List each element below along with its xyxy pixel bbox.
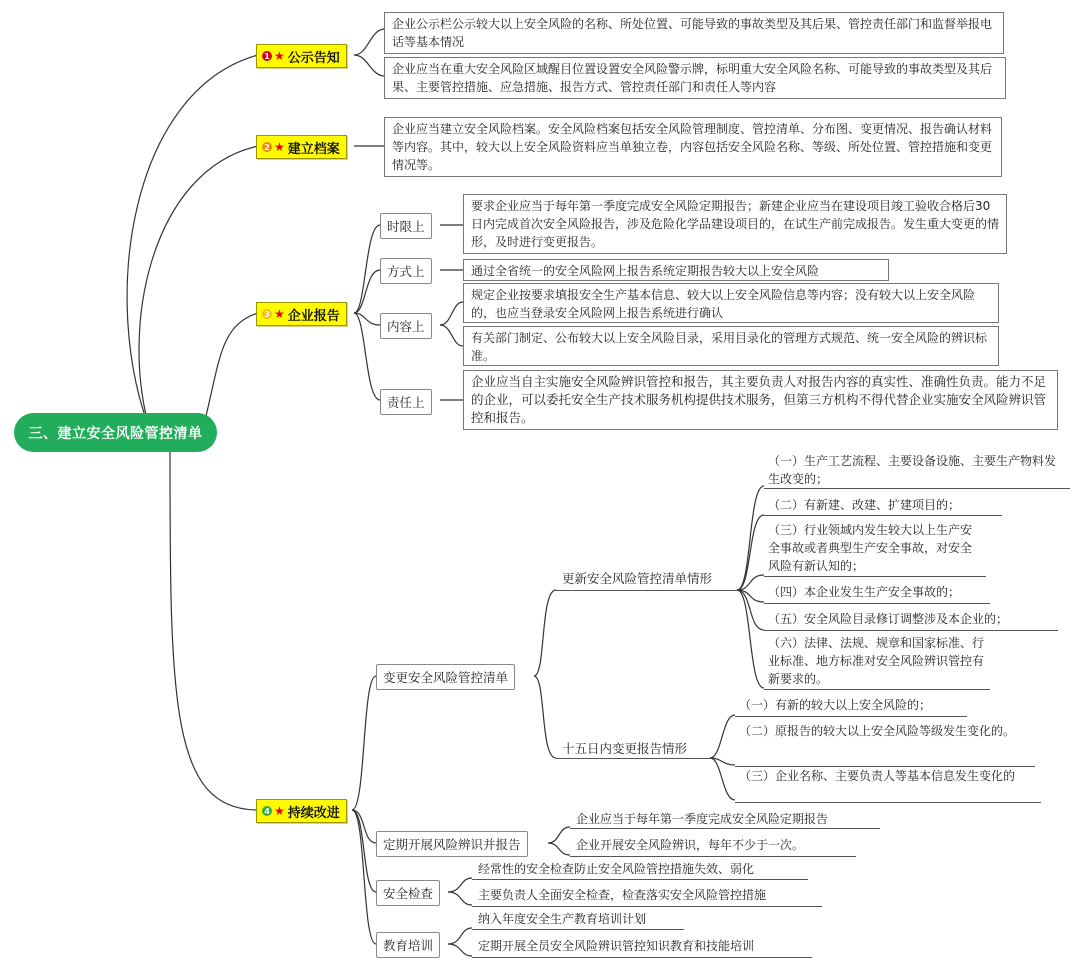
item-underline: [735, 716, 967, 717]
item-underline: [764, 488, 1070, 489]
star-icon: ★: [274, 804, 285, 818]
sub-label: 定期开展风险辨识并报告: [383, 837, 521, 852]
number-1-icon: 1: [262, 51, 272, 61]
shiwu-item-2: （二）原报告的较大以上安全风险等级发生变化的。: [739, 724, 1016, 738]
item-underline: [570, 856, 856, 857]
item-underline: [764, 515, 1002, 516]
gengxin-label[interactable]: 更新安全风险管控清单情形: [562, 571, 713, 586]
topic-gongshi[interactable]: [256, 44, 347, 68]
star-icon: ★: [274, 307, 285, 321]
star-icon: ★: [274, 49, 285, 63]
gengxin-item-2: （二）有新建、改建、扩建项目的；: [768, 498, 961, 512]
item-underline: [764, 576, 986, 577]
sub-label: 方式上: [387, 264, 425, 279]
number-3-icon: 3: [262, 309, 272, 319]
gengxin-item-6: （六）法律、法规、规章和国家标准、行业标准、地方标准对安全风险辨识管控有新要求的。: [768, 636, 985, 686]
topic-chixu[interactable]: [256, 799, 347, 823]
jiaoyu-item-1: 纳入年度安全生产教育培训计划: [478, 912, 647, 926]
topic-label: 建立档案: [287, 141, 340, 157]
gongshi-item-2: 企业应当在重大安全风险区域醒目位置设置安全风险警示牌，标明重大安全风险名称、可能导致的事故类型及其后果、主要管控措施、应急措施、报告方式、管控责任部门和责任人等内容: [384, 57, 1006, 99]
dingqi-item-2: 企业开展安全风险辨识，每年不少于一次。: [576, 838, 805, 852]
sub-biangeng[interactable]: [376, 664, 515, 690]
sub-jiancha[interactable]: [376, 880, 440, 906]
gengxin-item-3: （三）行业领域内发生较大以上生产安全事故或者典型生产安全事故，对安全风险有新认知的；: [768, 523, 973, 573]
dingqi-item-1: 企业应当于每年第一季度完成安全风险定期报告: [576, 812, 829, 826]
sub-label: 时限上: [387, 219, 425, 234]
dangan-item-1: 企业应当建立安全风险档案。安全风险档案包括安全风险管理制度、管控清单、分布图、变更情况、报告确认材料等内容。其中，较大以上安全风险资料应当单独立卷，内容包括安全风险名称、等级、所处位置、管控措施和变更情况等。: [384, 117, 1002, 177]
sub-label: 教育培训: [383, 938, 434, 953]
star-icon: ★: [274, 140, 285, 154]
topic-label: 公示告知: [287, 50, 340, 66]
topic-label: 企业报告: [287, 308, 340, 324]
sub-neirong[interactable]: [380, 313, 432, 339]
item-underline: [472, 879, 808, 880]
item-underline: [472, 906, 822, 907]
sub-fangshi[interactable]: [380, 258, 432, 284]
jiaoyu-item-2: 定期开展全员安全风险辨识管控知识教育和技能培训: [478, 939, 755, 953]
fangshi-item-1: 通过全省统一的安全风险网上报告系统定期报告较大以上安全风险: [463, 259, 889, 281]
sub-label: 安全检查: [383, 886, 434, 901]
item-underline: [472, 929, 684, 930]
item-underline: [764, 630, 1058, 631]
topic-baogao[interactable]: [256, 302, 347, 326]
shiwu-underline: [556, 758, 710, 759]
shiwu-item-1: （一）有新的较大以上安全风险的；: [739, 698, 932, 712]
topic-label: 持续改进: [287, 805, 340, 821]
item-underline: [472, 957, 812, 958]
sub-zeren[interactable]: [380, 389, 432, 415]
zeren-item-1: 企业应当自主实施安全风险辨识管控和报告，其主要负责人对报告内容的真实性、准确性负责。能力不足的企业，可以委托安全生产技术服务机构提供技术服务，但第三方机构不得代替企业实施安全风险辨识管控和报告。: [463, 370, 1058, 430]
sub-label: 变更安全风险管控清单: [383, 670, 509, 685]
topic-dangan[interactable]: [256, 135, 347, 159]
item-underline: [735, 802, 1041, 803]
sub-shixian[interactable]: [380, 213, 432, 239]
item-underline: [764, 603, 990, 604]
gengxin-underline: [556, 590, 737, 591]
sub-dingqi[interactable]: [376, 831, 528, 857]
root-topic[interactable]: [14, 413, 217, 452]
gongshi-item-1: 企业公示栏公示较大以上安全风险的名称、所处位置、可能导致的事故类型及其后果、管控责任部门和监督举报电话等基本情况: [384, 12, 1004, 54]
root-title: 三、建立安全风险管控清单: [28, 425, 203, 442]
sub-label: 责任上: [387, 395, 425, 410]
item-underline: [764, 689, 990, 690]
number-4-icon: 4: [262, 806, 272, 816]
number-2-icon: 2: [262, 142, 272, 152]
item-underline: [570, 828, 880, 829]
shixian-item-1: 要求企业应当于每年第一季度完成安全风险定期报告；新建企业应当在建设项目竣工验收合格后30日内完成首次安全风险报告，涉及危险化学品建设项目的，在试生产前完成报告。发生重大变更的情形，及时进行变更报告。: [463, 194, 1007, 254]
neirong-item-2: 有关部门制定、公布较大以上安全风险目录，采用目录化的管理方式规范、统一安全风险的辨识标准。: [463, 326, 999, 366]
gengxin-item-4: （四）本企业发生生产安全事故的；: [768, 585, 961, 599]
shiwu-label[interactable]: 十五日内变更报告情形: [562, 741, 688, 756]
sub-label: 内容上: [387, 319, 425, 334]
shiwu-item-3: （三）企业名称、主要负责人等基本信息发生变化的: [739, 769, 1016, 783]
sub-jiaoyu[interactable]: [376, 932, 440, 958]
gengxin-item-5: （五）安全风险目录修订调整涉及本企业的；: [768, 612, 1009, 626]
jiancha-item-1: 经常性的安全检查防止安全风险管控措施失效、弱化: [478, 862, 755, 876]
gengxin-item-1: （一）生产工艺流程、主要设备设施、主要生产物料发生改变的；: [768, 454, 1057, 486]
neirong-item-1: 规定企业按要求填报安全生产基本信息、较大以上安全风险信息等内容；没有较大以上安全风险的，也应当登录安全风险网上报告系统进行确认: [463, 283, 999, 323]
jiancha-item-2: 主要负责人全面安全检查，检查落实安全风险管控措施: [478, 888, 767, 902]
